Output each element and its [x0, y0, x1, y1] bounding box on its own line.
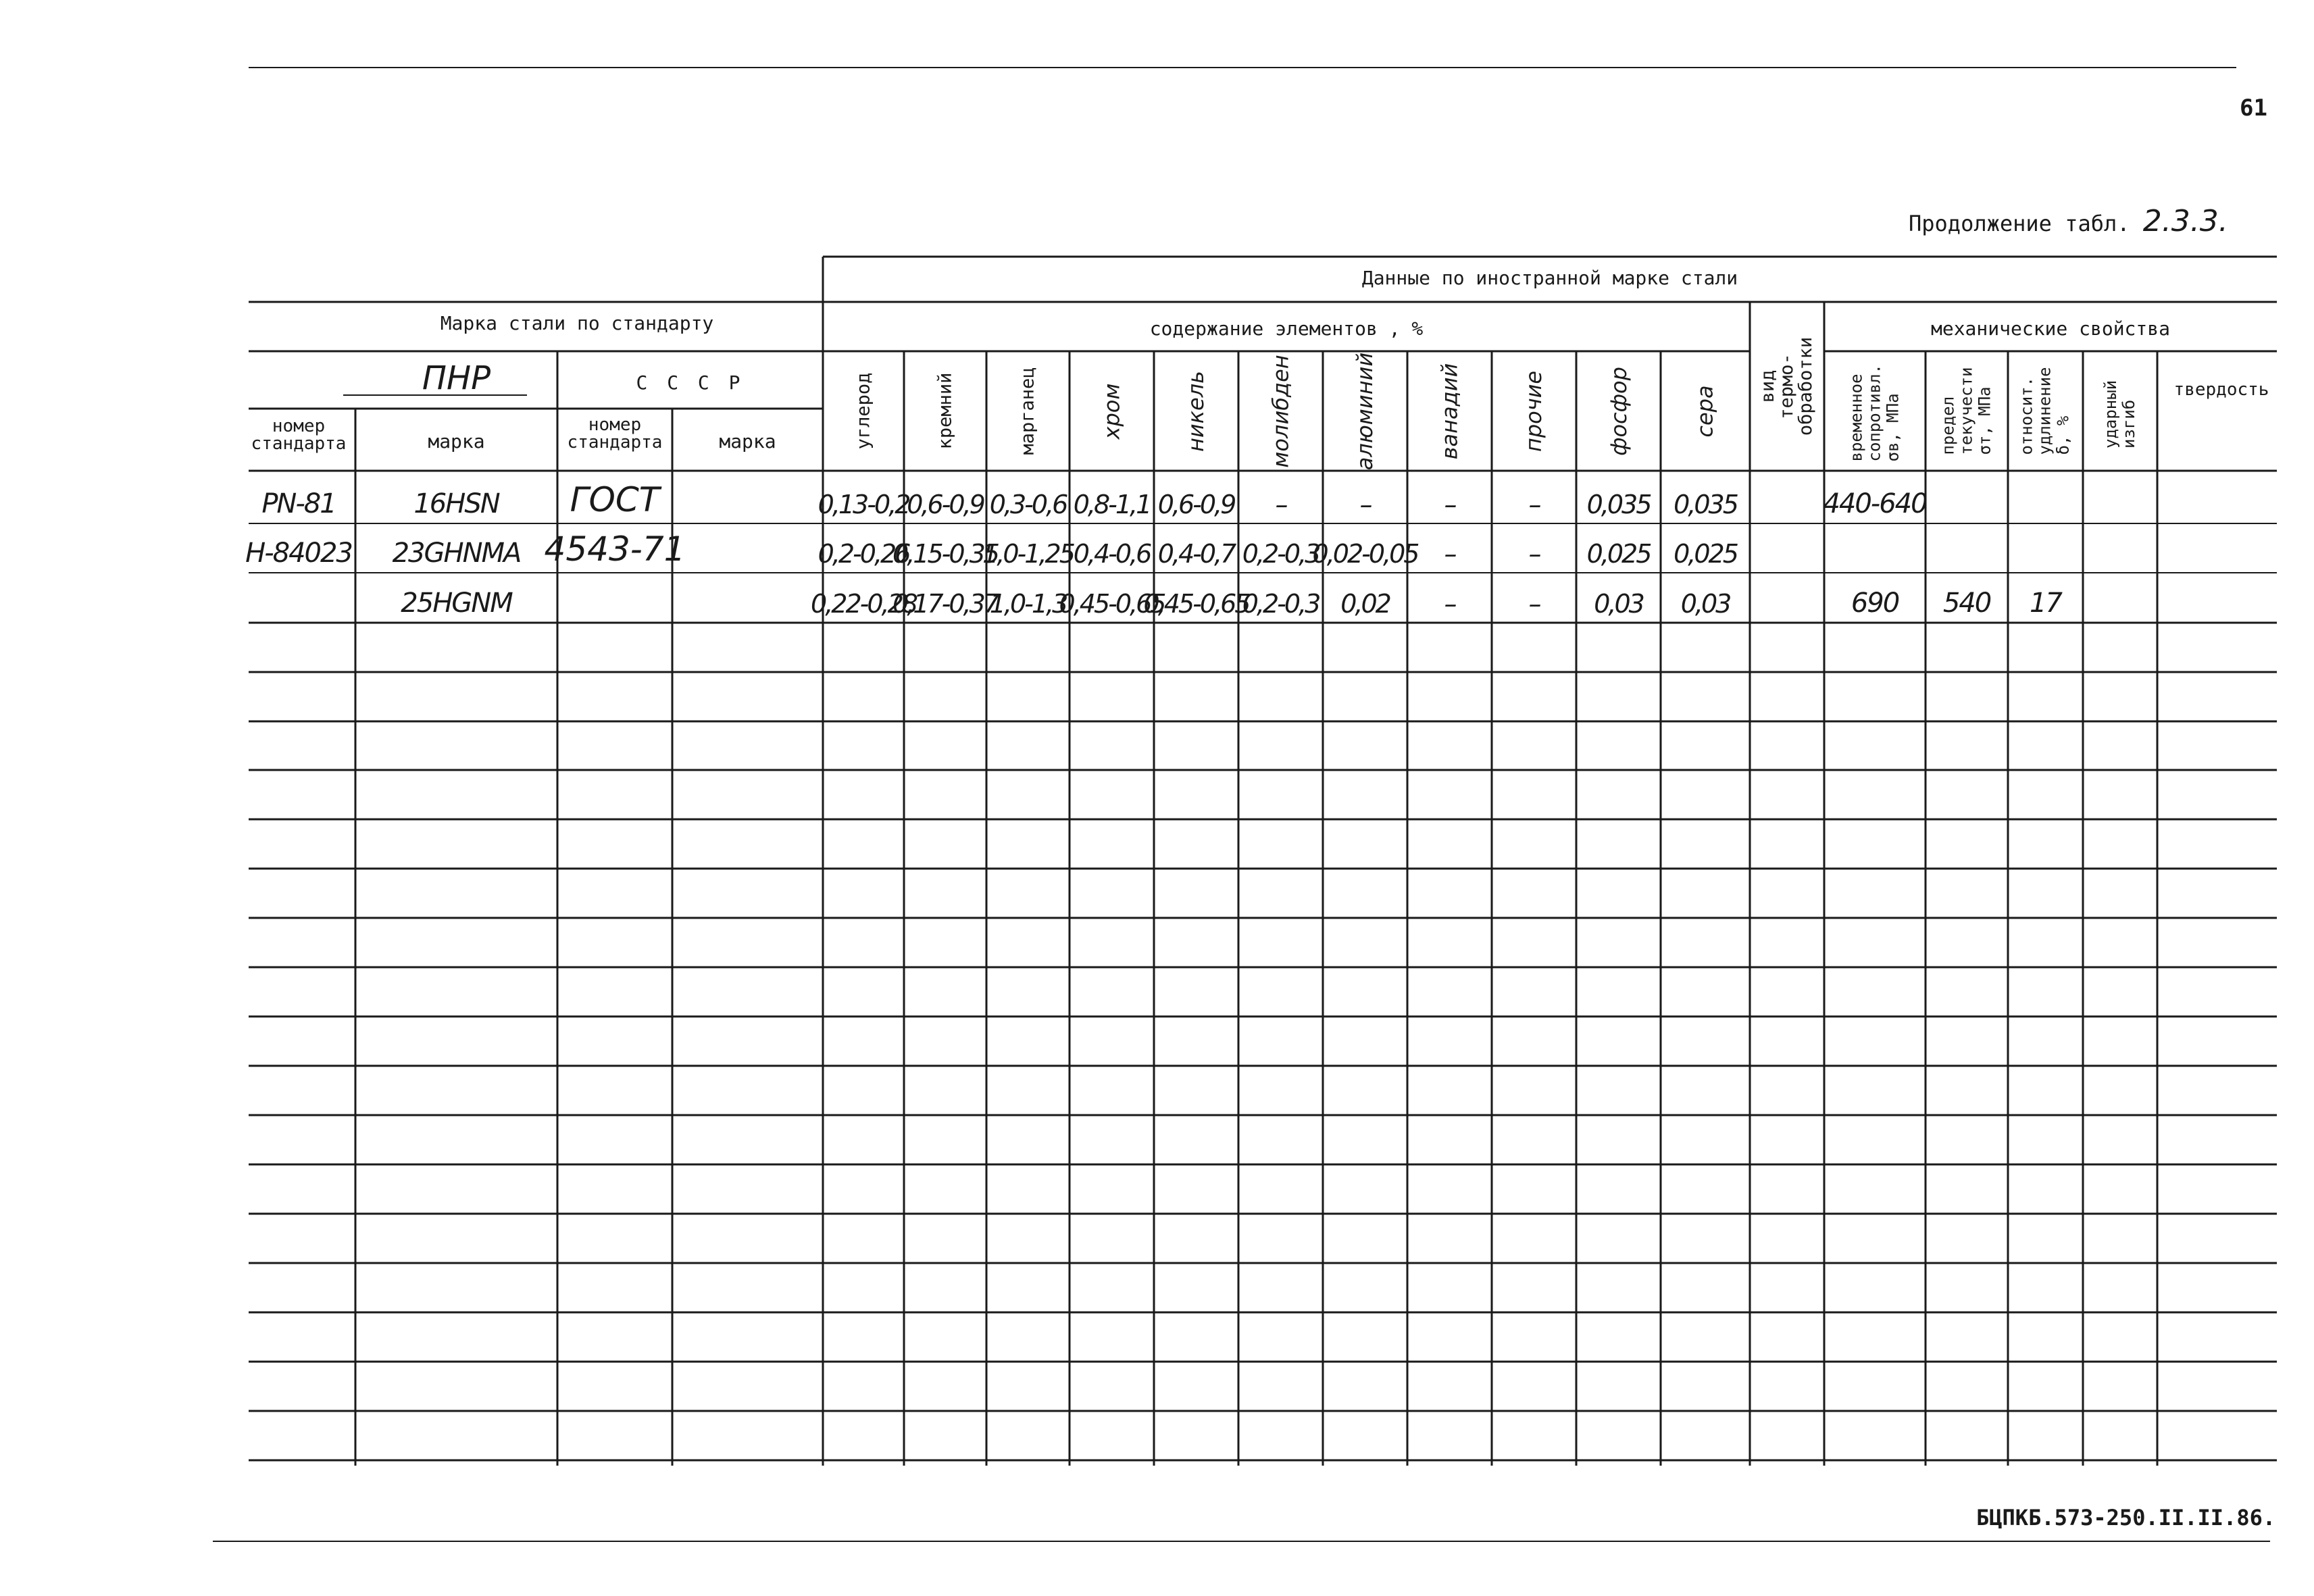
cell-element-сера: 0,025: [1674, 539, 1737, 569]
cell-tensile: 690: [1851, 588, 1899, 619]
cell-element-углерод: 0,13-0,2: [818, 490, 909, 519]
cell-hardness: [2157, 523, 2277, 569]
cell-element-хром: 0,4-0,6: [1073, 539, 1151, 569]
cell-impact: [2083, 573, 2157, 619]
elements-content-header: содержание элементов , %: [1149, 317, 1424, 340]
cell-yield: [1926, 471, 2008, 519]
cell-element-марганец: 1,0-1,3: [989, 589, 1067, 619]
cell-std-pnr: H-84023: [245, 538, 352, 569]
cell-element-молибден: 0,2-0,3: [1242, 539, 1319, 569]
cell-element-углерод: 0,22-0,28: [811, 589, 916, 619]
elongation-header: относит. удлинение δ, %: [2017, 367, 2073, 455]
cell-element-никель: 0,6-0,9: [1157, 490, 1235, 519]
mechanical-properties-header: механические свойства: [1930, 317, 2170, 340]
cell-element-сера: 0,03: [1680, 589, 1730, 619]
cell-element-молибден: –: [1275, 490, 1286, 519]
sulfur-header: сера: [1692, 384, 1718, 438]
foreign-data-header: Данные по иностранной марке стали: [1361, 267, 1738, 289]
phosphorus-header: фосфор: [1605, 366, 1632, 456]
cell-tensile: 440-640: [1823, 488, 1927, 519]
cell-grade-ussr: [672, 471, 823, 519]
page-number: 61: [2240, 95, 2267, 122]
cell-element-ванадий: –: [1444, 490, 1455, 519]
cell-heat-treatment: [1750, 573, 1824, 619]
tensile-strength-header: временное сопротивл. σв, МПа: [1846, 364, 1903, 462]
cell-element-углерод: 0,2-0,26: [818, 539, 909, 569]
cell-element-кремний: 0,15-0,35: [892, 539, 998, 569]
cell-grade-pnr: 25HGNM: [401, 588, 512, 619]
cell-std-ussr: [557, 573, 672, 619]
cell-element-фосфор: 0,035: [1586, 490, 1651, 519]
cell-heat-treatment: [1750, 471, 1824, 519]
cell-std-pnr: [242, 573, 355, 619]
other-elements-header: прочие: [1521, 370, 1547, 452]
country-pnr: ПНР: [422, 359, 491, 397]
document-code: БЦПКБ.573-250.II.II.86.: [1976, 1505, 2276, 1530]
manganese-header: марганец: [1017, 367, 1039, 455]
carbon-header: углерод: [853, 372, 874, 450]
cell-grade-pnr: 23GHNMA: [392, 538, 521, 569]
cell-element-никель: 0,4-0,7: [1157, 539, 1235, 569]
cell-yield: [1926, 523, 2008, 569]
cell-element-прочие: –: [1528, 539, 1540, 569]
steel-grade-standard-header: Марка стали по стандарту: [440, 312, 714, 334]
cell-hardness: [2157, 471, 2277, 519]
cell-std-ussr: 4543-71: [544, 530, 686, 569]
cell-elongation: 17: [2030, 588, 2061, 619]
cell-std-pnr: PN-81: [261, 488, 336, 519]
cell-heat-treatment: [1750, 523, 1824, 569]
pnr-standard-number-header: номер стандарта: [251, 416, 347, 454]
cell-yield: 540: [1942, 588, 1991, 619]
yield-strength-header: предел текучести σт, МПа: [1938, 367, 1994, 455]
impact-bend-header: ударный изгиб: [2101, 380, 2138, 448]
cell-element-марганец: 1,0-1,25: [982, 539, 1074, 569]
cell-tensile: [1824, 523, 1926, 569]
cell-element-хром: 0,8-1,1: [1073, 490, 1151, 519]
pnr-grade-header: марка: [428, 430, 485, 453]
cell-std-ussr: ГОСТ: [570, 480, 660, 519]
cell-impact: [2083, 471, 2157, 519]
ussr-grade-header: марка: [719, 430, 776, 453]
cell-grade-ussr: [672, 523, 823, 569]
cell-element-фосфор: 0,025: [1586, 539, 1651, 569]
cell-element-марганец: 0,3-0,6: [989, 490, 1067, 519]
hardness-header: твердость: [2173, 380, 2269, 400]
silicon-header: кремний: [934, 372, 956, 450]
aluminium-header: алюминий: [1352, 352, 1378, 470]
heat-treatment-header: вид термо-обработки: [1757, 336, 1817, 436]
cell-element-хром: 0,45-0,65: [1059, 589, 1165, 619]
cell-element-прочие: –: [1528, 589, 1540, 619]
cell-grade-ussr: [672, 573, 823, 619]
cell-grade-pnr: 16HSN: [413, 488, 499, 519]
cell-hardness: [2157, 573, 2277, 619]
ussr-standard-number-header: номер стандарта: [567, 415, 663, 453]
cell-element-прочие: –: [1528, 490, 1540, 519]
cell-element-никель: 0,45-0,65: [1143, 589, 1249, 619]
continuation-text: Продолжение табл.: [1909, 211, 2130, 236]
country-ussr: С С С Р: [636, 371, 745, 394]
cell-element-молибден: 0,2-0,3: [1242, 589, 1319, 619]
molybdenum-header: молибден: [1267, 354, 1294, 468]
cell-element-кремний: 0,17-0,37: [892, 589, 998, 619]
cell-element-алюминий: 0,02: [1340, 589, 1390, 619]
vanadium-header: ванадий: [1436, 363, 1463, 459]
cell-element-алюминий: –: [1359, 490, 1371, 519]
cell-element-ванадий: –: [1444, 589, 1455, 619]
cell-element-ванадий: –: [1444, 539, 1455, 569]
cell-element-алюминий: 0,02-0,05: [1312, 539, 1418, 569]
cell-elongation: [2008, 471, 2083, 519]
cell-impact: [2083, 523, 2157, 569]
continuation-table-ref: 2.3.3.: [2142, 204, 2228, 238]
nickel-header: никель: [1183, 370, 1209, 452]
chromium-header: хром: [1099, 383, 1125, 439]
cell-elongation: [2008, 523, 2083, 569]
cell-element-фосфор: 0,03: [1594, 589, 1643, 619]
cell-element-сера: 0,035: [1674, 490, 1737, 519]
cell-element-кремний: 0,6-0,9: [907, 490, 984, 519]
